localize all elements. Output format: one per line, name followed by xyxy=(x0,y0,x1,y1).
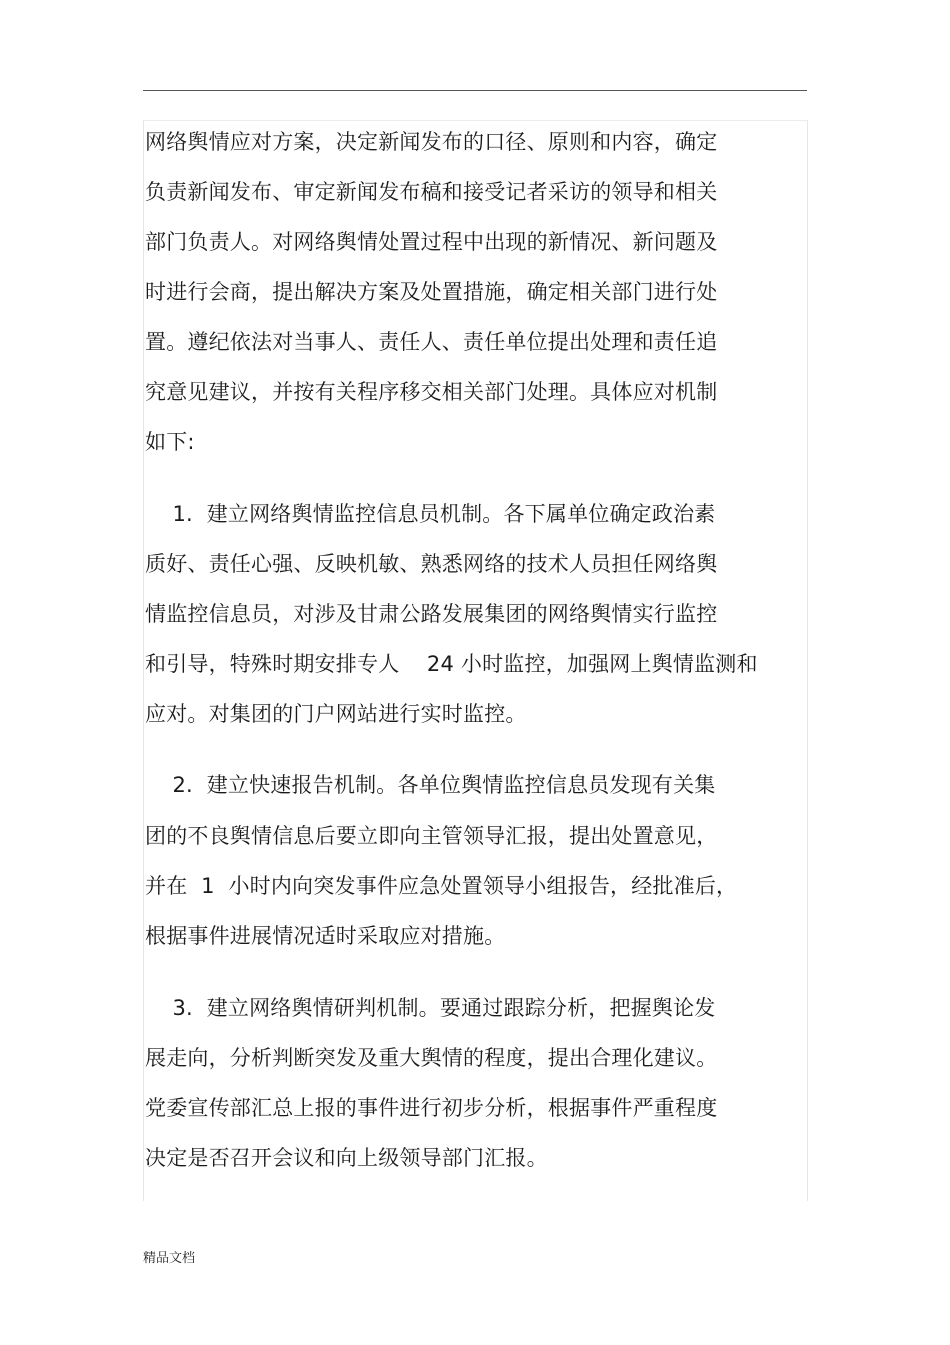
text-line: 情监控信息员，对涉及甘肃公路发展集团的网络舆情实行监控 xyxy=(145,602,718,626)
text-line: 时进行会商，提出解决方案及处置措施，确定相关部门进行处 xyxy=(145,280,718,304)
list-item-1: 1. 建立网络舆情监控信息员机制。各下属单位确定政治素 xyxy=(145,502,716,526)
text-line: 部门负责人。对网络舆情处置过程中出现的新情况、新问题及 xyxy=(145,230,718,254)
text-line: 网络舆情应对方案，决定新闻发布的口径、原则和内容，确定 xyxy=(145,130,718,154)
list-item-2: 2. 建立快速报告机制。各单位舆情监控信息员发现有关集 xyxy=(145,773,716,797)
text-line: 并在 1 小时内向突发事件应急处置领导小组报告，经批准后， xyxy=(145,874,738,898)
text-line: 团的不良舆情信息后要立即向主管领导汇报，提出处置意见， xyxy=(145,824,718,848)
list-item-3: 3. 建立网络舆情研判机制。要通过跟踪分析，把握舆论发 xyxy=(145,996,716,1020)
text-line: 应对。对集团的门户网站进行实时监控。 xyxy=(145,702,527,726)
text-line: 质好、责任心强、反映机敏、熟悉网络的技术人员担任网络舆 xyxy=(145,552,718,576)
text-line: 展走向，分析判断突发及重大舆情的程度，提出合理化建议。 xyxy=(145,1046,718,1070)
footer-label: 精品文档 xyxy=(143,1251,196,1266)
text-line: 究意见建议，并按有关程序移交相关部门处理。具体应对机制 xyxy=(145,380,718,404)
text-line: 负责新闻发布、审定新闻发布稿和接受记者采访的领导和相关 xyxy=(145,180,718,204)
text-line: 根据事件进展情况适时采取应对措施。 xyxy=(145,924,506,948)
text-line: 和引导，特殊时期安排专人 24 小时监控，加强网上舆情监测和 xyxy=(145,652,758,676)
text-line: 决定是否召开会议和向上级领导部门汇报。 xyxy=(145,1146,548,1170)
header-rule xyxy=(143,90,807,91)
text-line: 如下: xyxy=(145,430,195,454)
text-line: 党委宣传部汇总上报的事件进行初步分析，根据事件严重程度 xyxy=(145,1096,718,1120)
text-line: 置。遵纪依法对当事人、责任人、责任单位提出处理和责任追 xyxy=(145,330,718,354)
